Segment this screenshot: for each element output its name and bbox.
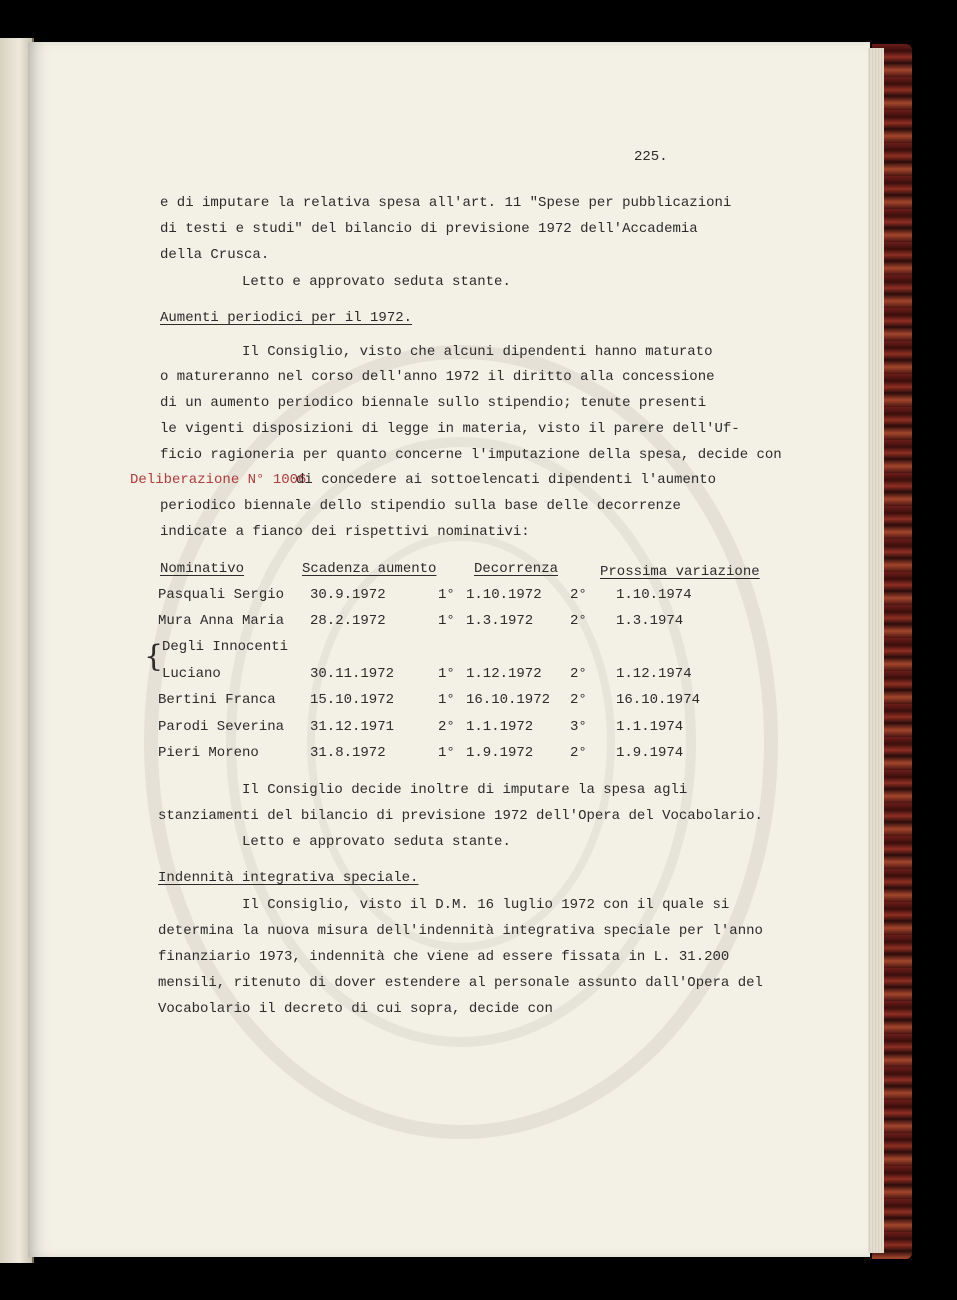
cell-ord2: 3° [570, 719, 587, 735]
cell-decorrenza: 1.3.1972 [466, 613, 534, 629]
deliberation-number: Deliberazione N° 1006 [130, 472, 307, 488]
section-line: finanziario 1973, indennità che viene ad essere fissata in L. 31.200 [158, 949, 730, 965]
page-stack-edge [868, 48, 884, 1253]
cell-decorrenza: 1.10.1972 [466, 587, 542, 603]
cell-name: Pieri Moreno [158, 745, 259, 761]
table-header-prossima: Prossima variazione [600, 564, 760, 580]
cell-ord1: 1° [438, 613, 455, 629]
cell-ord1: 1° [438, 745, 455, 761]
deliberation-line: indicate a fianco dei rispettivi nominativi: [160, 524, 530, 540]
cell-decorrenza: 1.1.1972 [466, 719, 534, 735]
cell-ord1: 1° [438, 587, 455, 603]
cell-prossima: 16.10.1974 [616, 692, 701, 708]
section-line: Il Consiglio, visto che alcuni dipendenti hanno maturato [242, 344, 713, 360]
deliberation-line: periodico biennale dello stipendio sulla base delle decorrenze [160, 498, 681, 514]
cell-scadenza: 31.12.1971 [310, 719, 395, 735]
table-header-scadenza: Scadenza aumento [302, 561, 437, 577]
cell-ord1: 1° [438, 666, 455, 682]
cell-prossima: 1.9.1974 [616, 745, 684, 761]
cell-ord2: 2° [570, 666, 587, 682]
cell-ord2: 2° [570, 692, 587, 708]
cell-scadenza: 15.10.1972 [310, 692, 395, 708]
table-header-nominativo: Nominativo [160, 561, 245, 577]
paragraph-line: stanziamenti del bilancio di previsione 1972 dell'Opera del Vocabolario. [158, 808, 763, 824]
cell-decorrenza: 1.9.1972 [466, 745, 534, 761]
cell-scadenza: 30.11.1972 [310, 666, 395, 682]
section-line: mensili, ritenuto di dover estendere al personale assunto dall'Opera del [158, 975, 763, 991]
cell-name: Bertini Franca [158, 692, 276, 708]
cell-name: Luciano [162, 666, 221, 682]
cell-ord1: 2° [438, 719, 455, 735]
approval-note: Letto e approvato seduta stante. [242, 274, 511, 290]
cell-name: Mura Anna Maria [158, 613, 285, 629]
cell-decorrenza: 1.12.1972 [466, 666, 542, 682]
cell-ord2: 2° [570, 613, 587, 629]
section-line: determina la nuova misura dell'indennità integrativa speciale per l'anno [158, 923, 763, 939]
approval-note: Letto e approvato seduta stante. [242, 834, 511, 850]
section-line: le vigenti disposizioni di legge in materia, visto il parere dell'Uf- [160, 421, 740, 437]
intro-line: della Crusca. [160, 247, 270, 263]
cell-scadenza: 28.2.1972 [310, 613, 386, 629]
intro-line: di testi e studi" del bilancio di previsione 1972 dell'Accademia [160, 221, 698, 237]
cell-scadenza: 30.9.1972 [310, 587, 386, 603]
table-header-decorrenza: Decorrenza [474, 561, 559, 577]
cell-ord2: 2° [570, 745, 587, 761]
page-number: 225. [634, 149, 668, 165]
cell-ord1: 1° [438, 692, 455, 708]
cell-prossima: 1.12.1974 [616, 666, 692, 682]
brace-mark: { [144, 639, 164, 674]
section-line: o matureranno nel corso dell'anno 1972 il diritto alla concessione [160, 369, 715, 385]
cell-prossima: 1.1.1974 [616, 719, 684, 735]
section-line: Il Consiglio, visto il D.M. 16 luglio 1972 con il quale si [242, 897, 730, 913]
section-title: Indennità integrativa speciale. [158, 870, 419, 886]
cell-name: Parodi Severina [158, 719, 285, 735]
cell-ord2: 2° [570, 587, 587, 603]
cell-scadenza: 31.8.1972 [310, 745, 386, 761]
intro-line: e di imputare la relativa spesa all'art. 11 "Spese per pubblicazioni [160, 195, 732, 211]
cell-decorrenza: 16.10.1972 [466, 692, 551, 708]
deliberation-line: di concedere ai sottoelencati dipendenti l'aumento [296, 472, 717, 488]
section-line: ficio ragioneria per quanto concerne l'imputazione della spesa, decide con [160, 447, 782, 463]
section-title: Aumenti periodici per il 1972. [160, 310, 413, 326]
paragraph-line: Il Consiglio decide inoltre di imputare la spesa agli [242, 782, 688, 798]
section-line: Vocabolario il decreto di cui sopra, decide con [158, 1001, 553, 1017]
cell-prossima: 1.10.1974 [616, 587, 692, 603]
cell-name: Pasquali Sergio [158, 587, 285, 603]
section-line: di un aumento periodico biennale sullo stipendio; tenute presenti [160, 395, 707, 411]
cell-prossima: 1.3.1974 [616, 613, 684, 629]
cell-name: Degli Innocenti [162, 639, 289, 655]
